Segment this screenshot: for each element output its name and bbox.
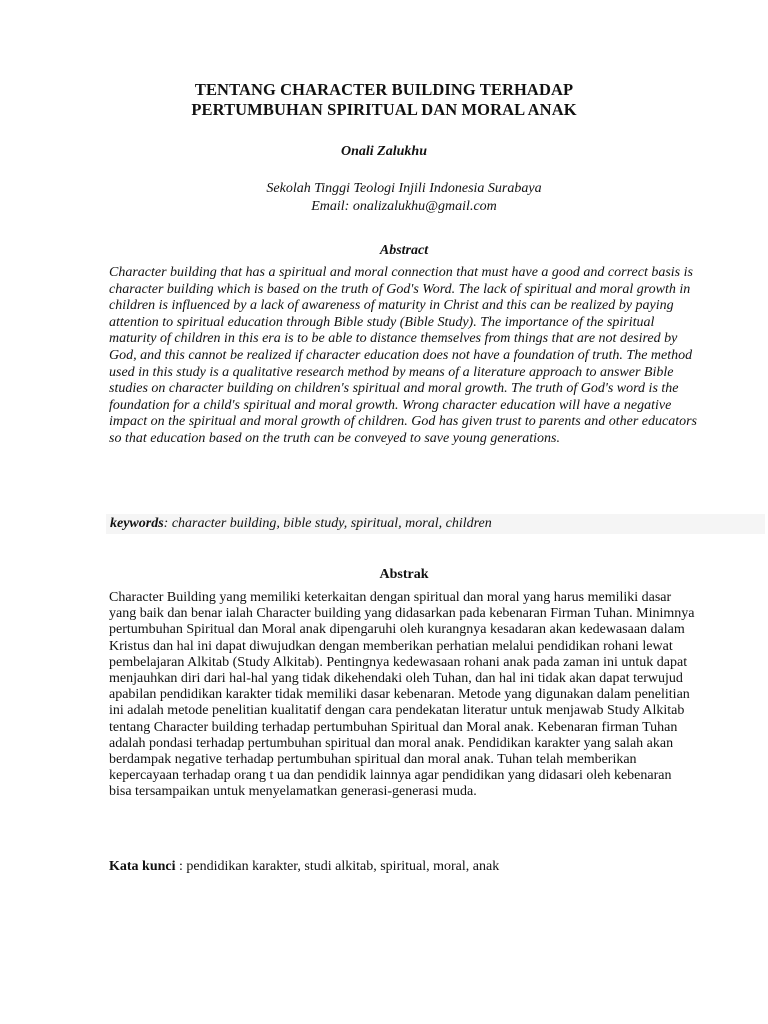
institution-name: Sekolah Tinggi Teologi Injili Indonesia Surabaya — [266, 181, 542, 196]
keywords-list-id: : pendidikan karakter, studi alkitab, spiritual, moral, anak — [175, 859, 500, 874]
abstract-body-en: Character building that has a spiritual and moral connection that must have a good and correct basis is character building which is based on the truth of God's Word. The lack of spiritual and moral growth in children is influenced by a lack of awareness of maturity in Christ and this can be realized by paying attention to spiritual education through Bible study (Bible Study). The importance of the spiritual maturity of children in this era is to be able to distance themselves from things that are not desired by God, and this cannot be realized if character education does not have a foundation of truth. The method used in this study is a qualitative research method by means of a literature approach to answer Bible studies on character building on children's spiritual and moral growth. The truth of God's word is the foundation for a child's spiritual and moral growth. Wrong character education will have a negative impact on the spiritual and moral growth of children. God has given trust to parents and other educators so that education based on the truth can be conveyed to save young generations. — [109, 265, 697, 446]
keywords-label-id: Kata kunci — [109, 859, 176, 874]
keywords-en — [110, 516, 492, 532]
abstract-body-id: Character Building yang memiliki keterkaitan dengan spiritual dan moral yang harus memiliki dasar yang baik dan benar ialah Character building yang didasarkan pada kebenaran Firman Tuhan. Minimnya pertumbuhan Spiritual dan Moral anak dipengaruhi oleh kurangnya kesadaran akan kedewasaan dalam Kristus dan hal ini dapat diwujudkan dengan memberikan perhatian melalui pendidikan rohani lewat pembelajaran Alkitab (Study Alkitab). Pentingnya kedewasaan rohani anak pada zaman ini untuk dapat menjauhkan diri dari hal-hal yang tidak dikehendaki oleh Tuhan, dan hal ini tidak akan dapat terwujud apabilan pendidikan karakter tidak memiliki dasar kebenaran. Metode yang digunakan dalam penelitian ini adalah metode penelitian kualitatif dengan cara pendekatan literatur untuk menjawab Study Alkitab tentang Character building terhadap pertumbuhan Spiritual dan Moral anak. Kebenaran firman Tuhan adalah pondasi terhadap pertumbuhan spiritual dan moral anak. Pendidikan karakter yang salah akan berdampak negative terhadap pertumbuhan spiritual dan moral anak. Tuhan telah memberikan kepercayaan terhadap orang t ua dan pendidik lainnya agar pendidikan yang didasari oleh kebenaran bisa tersampaikan untuk menyelamatkan generasi-generasi muda. — [109, 590, 695, 800]
author-affiliation — [0, 180, 768, 216]
author-name: Onali Zalukhu — [341, 144, 427, 159]
paper-title-line-1: TENTANG CHARACTER BUILDING TERHADAP — [194, 80, 574, 99]
keywords-list-en: : character building, bible study, spiritual, moral, children — [163, 516, 492, 531]
paper-title-line-2: PERTUMBUHAN SPIRITUAL DAN MORAL ANAK — [191, 100, 577, 119]
abstract-heading-id: Abstrak — [379, 567, 429, 582]
abstract-heading-en: Abstract — [379, 243, 429, 258]
keywords-label-en: keywords — [110, 516, 164, 531]
keywords-id — [109, 858, 499, 876]
author-email: Email: onalizalukhu@gmail.com — [311, 199, 497, 214]
paper-title — [0, 80, 768, 120]
